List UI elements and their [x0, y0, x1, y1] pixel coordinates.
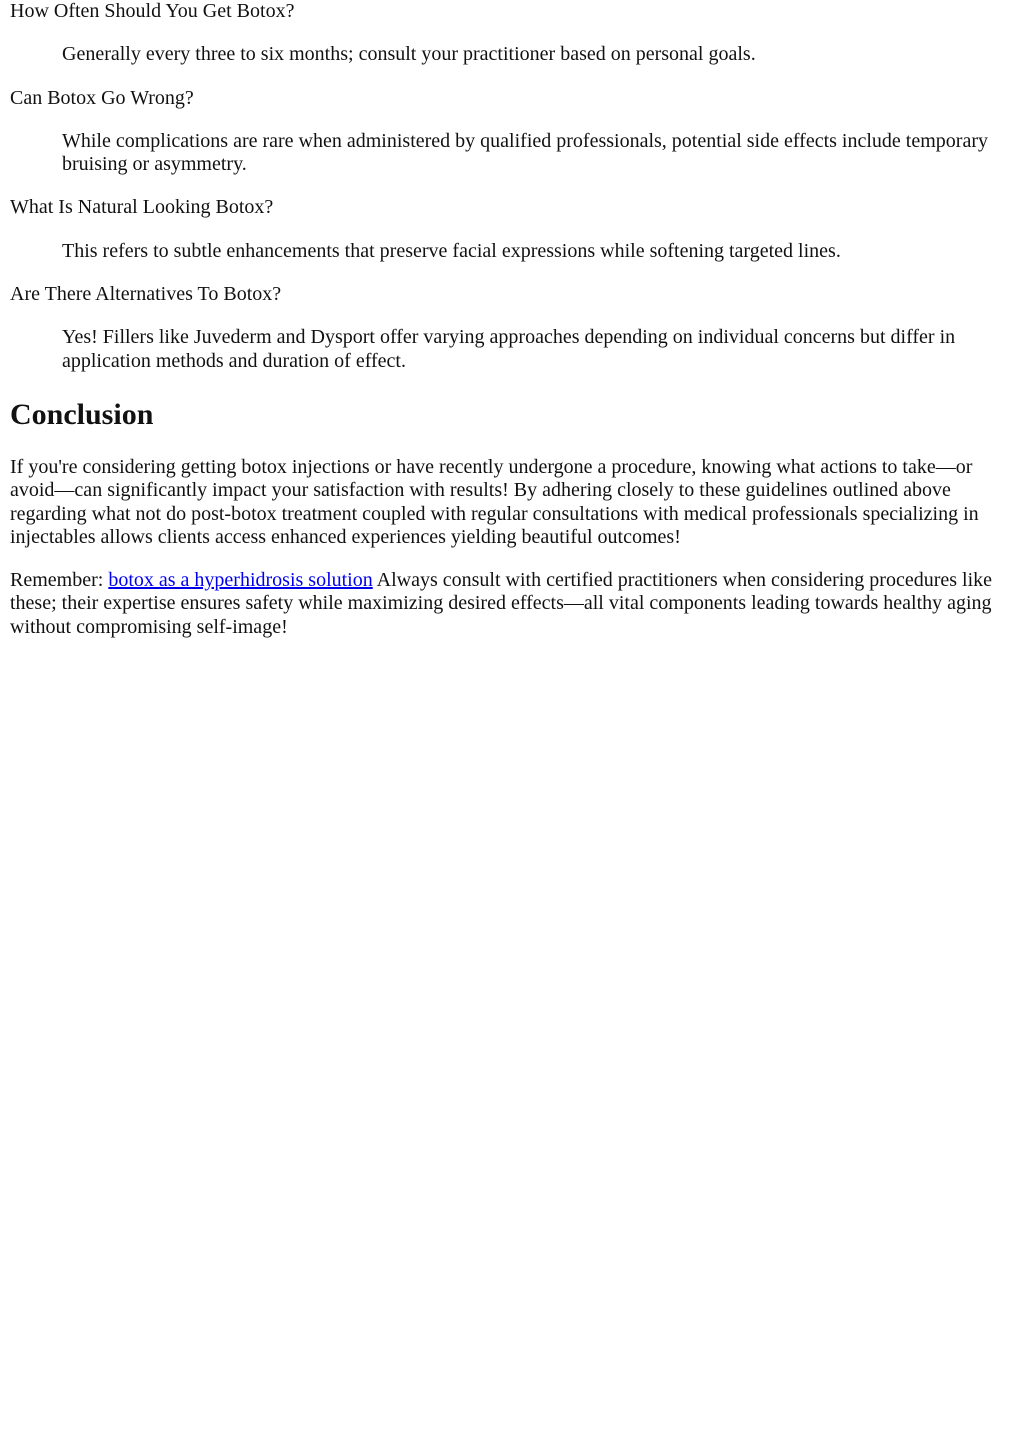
faq-question: What Is Natural Looking Botox? — [10, 196, 274, 219]
hyperhidrosis-link[interactable]: botox as a hyperhidrosis solution — [108, 569, 373, 592]
faq-answer: Yes! Fillers like Juvederm and Dysport offer varying approaches depending on individual concerns but differ in application methods and duration of effect. — [62, 326, 956, 372]
faq-answer: This refers to subtle enhancements that preserve facial expressions while softening targeted lines. — [62, 239, 841, 262]
faq-answer: While complications are rare when administered by qualified professionals, potential side effects include temporary bruising or asymmetry. — [62, 129, 988, 176]
article-page — [0, 0, 1024, 639]
faq-question: Can Botox Go Wrong? — [10, 86, 194, 109]
conclusion-heading: Conclusion — [10, 397, 154, 431]
faq-question: Are There Alternatives To Botox? — [10, 283, 282, 306]
conclusion-paragraph: If you're considering getting botox injections or have recently undergone a procedure, knowing what actions to take—or avoid—can significantly impact your satisfaction with results! By adhering closely to these guidelines outlined above regarding what not do post-botox treatment coupled with regular consultations with medical professionals specializing in injectables allows clients access enhanced experiences yielding beautiful outcomes! — [10, 455, 979, 548]
remember-text: Always consult with certified practitioners when considering procedures like these; their expertise ensures safety while maximizing desired effects—all vital components leading towards healthy aging without compromising self-image! — [10, 569, 993, 638]
remember-paragraph — [10, 569, 1014, 639]
faq-list — [10, 0, 1014, 373]
remember-prefix: Remember: — [10, 569, 109, 592]
faq-answer: Generally every three to six months; consult your practitioner based on personal goals. — [62, 43, 756, 66]
faq-question: How Often Should You Get Botox? — [10, 0, 295, 22]
